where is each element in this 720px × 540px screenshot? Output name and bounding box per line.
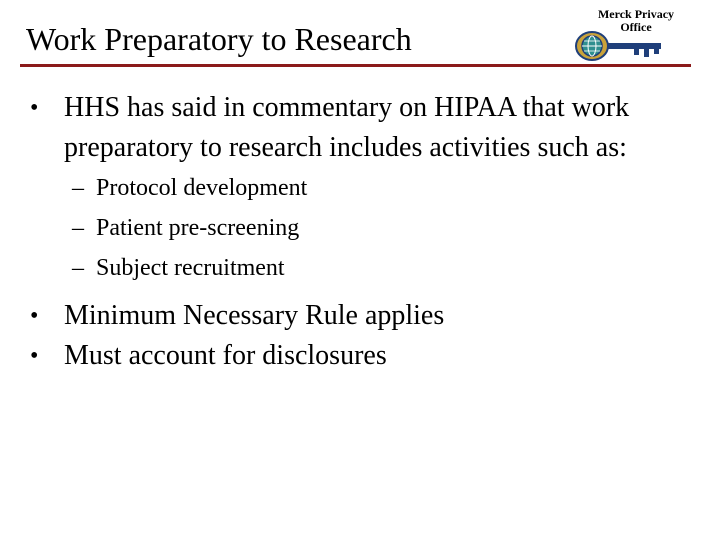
sub-bullet-dash: – <box>72 175 84 201</box>
merck-privacy-logo <box>560 4 690 66</box>
sub-bullet-item <box>30 248 690 288</box>
bullet-text: Minimum Necessary Rule applies <box>64 300 445 331</box>
bullet-text: HHS has said in commentary on HIPAA that work preparatory to research includes activities such as: <box>64 92 630 163</box>
globe-key-icon <box>574 29 664 63</box>
sub-bullet-text: Subject recruitment <box>96 255 285 281</box>
spacer <box>30 288 690 296</box>
sub-bullet-text: Patient pre-screening <box>96 215 300 241</box>
sub-bullet-dash: – <box>72 215 84 241</box>
sub-bullet-item <box>30 168 690 208</box>
bullet-dot: • <box>30 343 39 369</box>
bullet-dot: • <box>30 95 39 121</box>
bullet-item <box>30 336 690 376</box>
logo-line-2: Office <box>620 19 652 34</box>
sub-bullet-item <box>30 208 690 248</box>
slide-title: Work Preparatory to Research <box>26 21 412 57</box>
bullet-item <box>30 88 690 168</box>
sub-bullet-dash: – <box>72 255 84 281</box>
bullet-list <box>30 88 690 376</box>
sub-bullet-text: Protocol development <box>96 175 308 201</box>
bullet-dot: • <box>30 303 39 329</box>
logo-line-1: Merck Privacy <box>597 7 675 21</box>
bullet-item <box>30 296 690 336</box>
bullet-text: Must account for disclosures <box>64 340 387 371</box>
